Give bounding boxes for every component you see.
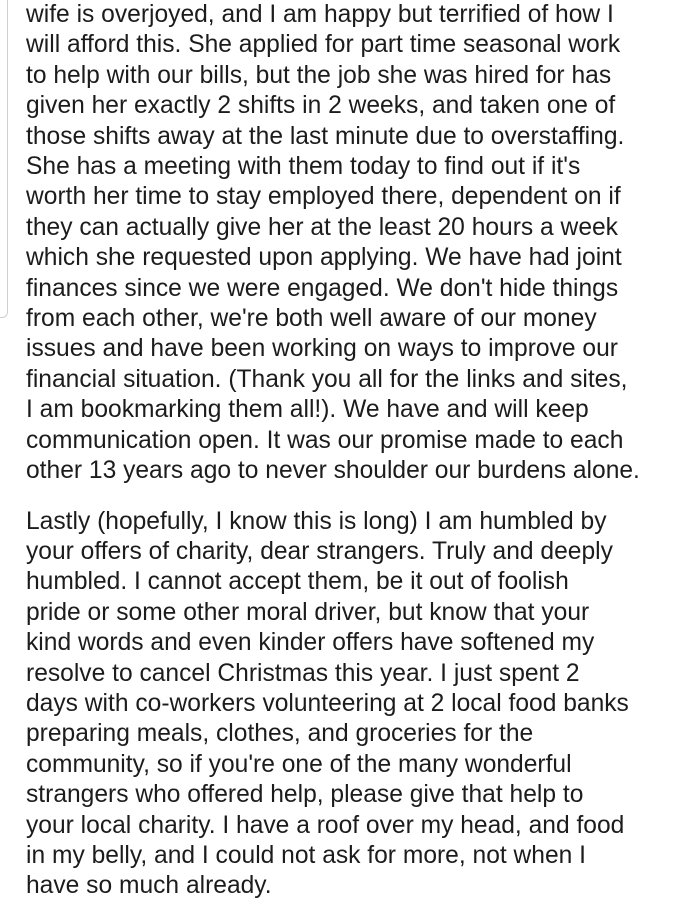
text-line: resolve to cancel Christmas this year. I just spent 2 — [26, 659, 580, 687]
text-line: wife is overjoyed, and I am happy but terrified of how I — [26, 1, 614, 28]
text-line: your local charity. I have a roof over my head, and food — [26, 811, 625, 839]
text-line: other 13 years ago to never shoulder our burdens alone. — [26, 457, 640, 485]
text-line: days with co-workers volunteering at 2 local food banks — [26, 689, 629, 717]
text-line: kind words and even kinder offers have softened my — [26, 629, 595, 657]
text-line: humbled. I cannot accept them, be it out of foolish — [26, 568, 569, 596]
text-line: given her exactly 2 shifts in 2 weeks, and taken one of — [26, 92, 616, 120]
text-line: have so much already. — [26, 872, 272, 900]
text-line: She has a meeting with them today to find out if it's — [26, 153, 581, 181]
text-line: your offers of charity, dear strangers. Truly and deeply — [26, 537, 613, 565]
text-line: will afford this. She applied for part time seasonal work — [26, 31, 621, 59]
text-line: issues and have been working on ways to improve our — [26, 335, 618, 363]
text-line: I am bookmarking them all!). We have and will keep — [26, 396, 589, 424]
comment-thread-line[interactable] — [0, 0, 8, 318]
text-line: those shifts away at the last minute due to overstaffing. — [26, 122, 625, 150]
text-line: from each other, we're both well aware of our money — [26, 305, 597, 333]
text-line: Lastly (hopefully, I know this is long) I am humbled by — [26, 507, 607, 535]
text-line: to help with our bills, but the job she was hired for has — [26, 61, 612, 89]
text-line: community, so if you're one of the many wonderful — [26, 750, 572, 778]
text-line: preparing meals, clothes, and groceries for the — [26, 720, 534, 748]
comment-body — [26, 0, 686, 902]
text-line: in my belly, and I could not ask for more, not when I — [26, 841, 587, 869]
comment-paragraph-2 — [26, 507, 686, 902]
text-line: strangers who offered help, please give that help to — [26, 781, 584, 809]
text-line: financial situation. (Thank you all for the links and sites, — [26, 365, 628, 393]
text-line: communication open. It was our promise made to each — [26, 426, 624, 454]
text-line: finances since we were engaged. We don't hide things — [26, 274, 619, 302]
text-line: which she requested upon applying. We have had joint — [26, 244, 622, 272]
comment-paragraph-1 — [26, 0, 686, 487]
text-line: pride or some other moral driver, but know that your — [26, 598, 590, 626]
text-line: worth her time to stay employed there, dependent on if — [26, 183, 621, 211]
text-line: they can actually give her at the least 20 hours a week — [26, 213, 618, 241]
